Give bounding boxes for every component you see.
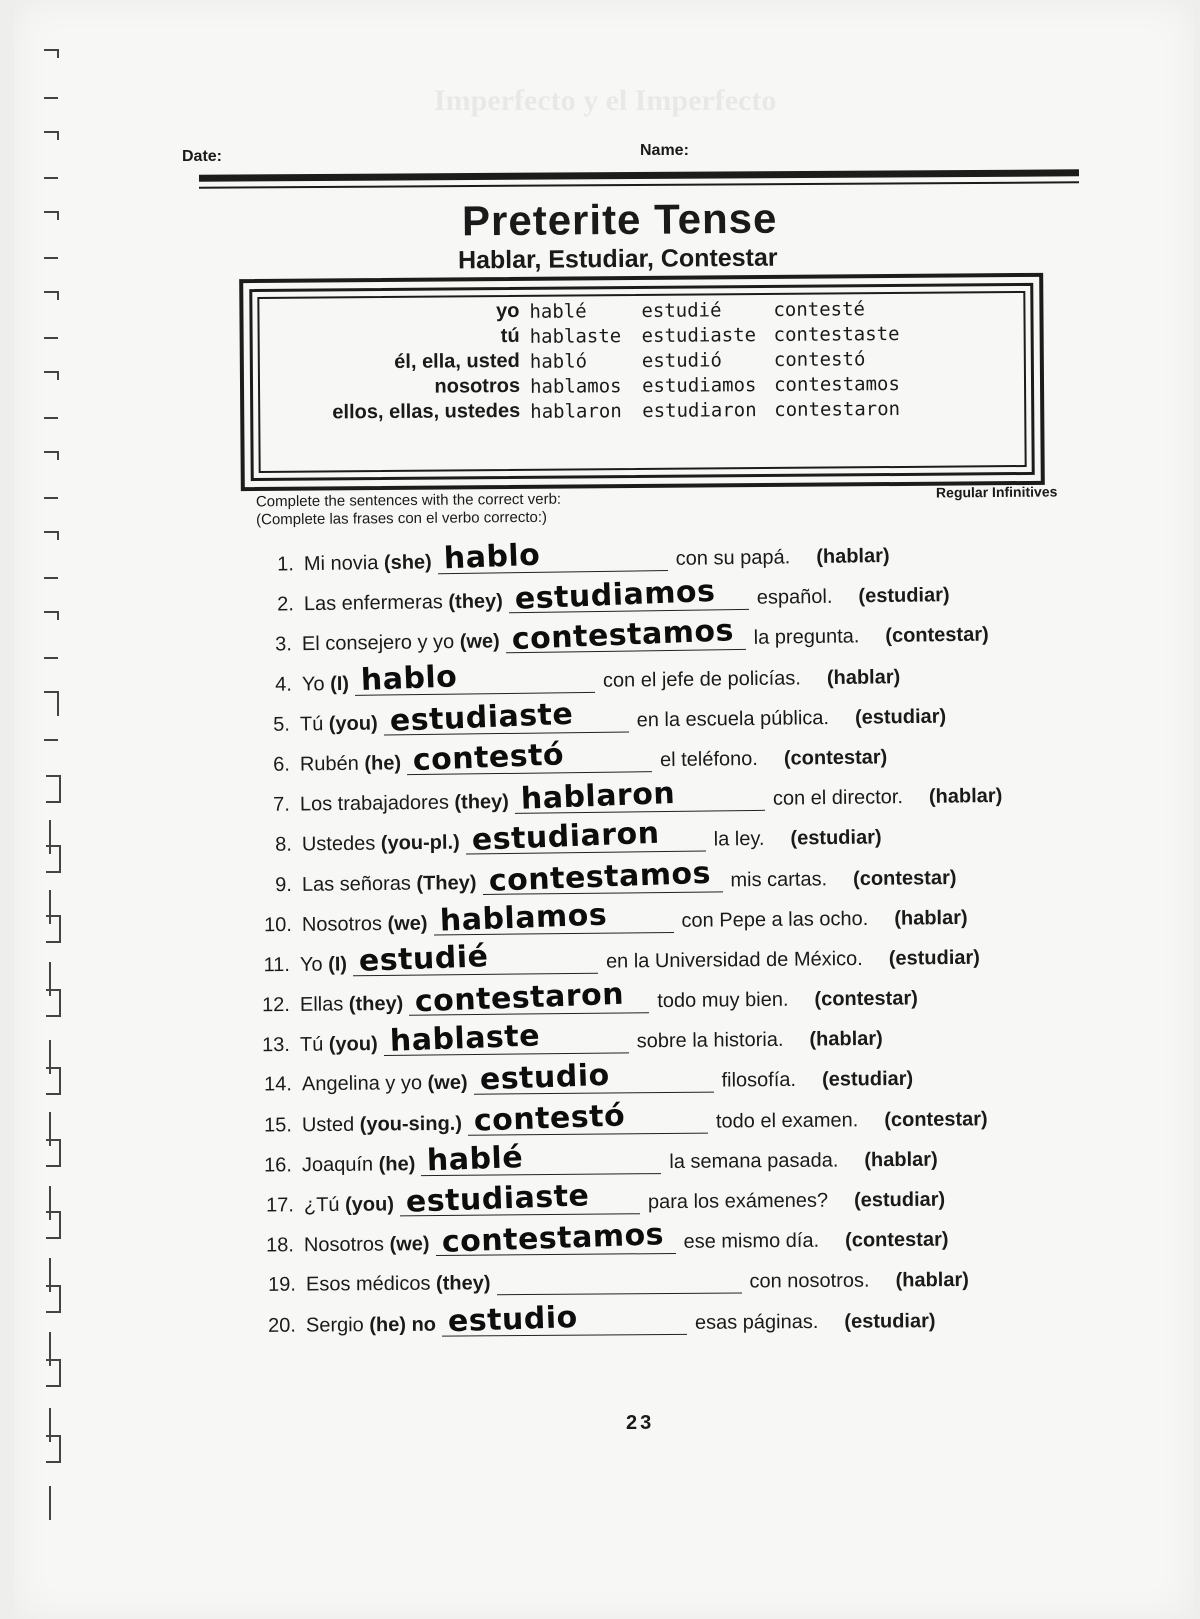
sentence-end: en la Universidad de México. bbox=[605, 947, 863, 973]
answer-blank[interactable] bbox=[353, 939, 598, 979]
infinitive-hint: (estudiar) bbox=[888, 946, 981, 970]
sentence-end: con su papá. bbox=[675, 546, 791, 570]
item-number: 16. bbox=[264, 1154, 293, 1177]
conjugation-row bbox=[284, 396, 934, 426]
subject-hint: (they) bbox=[448, 590, 504, 614]
infinitive-hint: (contestar) bbox=[783, 746, 888, 770]
sentence-end: la semana pasada. bbox=[669, 1149, 839, 1173]
handwritten-answer: contestó bbox=[412, 737, 565, 779]
sentence-end: ese mismo día. bbox=[683, 1229, 820, 1254]
answer-blank[interactable] bbox=[468, 1098, 708, 1139]
estudiar-form: estudiaste bbox=[641, 323, 757, 347]
item-number: 4. bbox=[275, 673, 293, 696]
item-number: 12. bbox=[261, 994, 291, 1017]
item-number: 3. bbox=[275, 633, 293, 656]
subject-hint: (you-pl.) bbox=[380, 831, 460, 855]
sentence-start: Nosotros bbox=[303, 1233, 385, 1257]
item-number: 7. bbox=[273, 793, 291, 816]
subject-hint: (you) bbox=[344, 1193, 395, 1216]
answer-blank[interactable] bbox=[466, 815, 706, 859]
header-rule-thin bbox=[199, 181, 1079, 188]
subject-hint: (we) bbox=[389, 1233, 430, 1256]
infinitive-hint: (estudiar) bbox=[844, 1309, 936, 1333]
contestar-form: contesté bbox=[773, 297, 866, 321]
estudiar-form: estudié bbox=[641, 298, 722, 322]
sentence-start: Las enfermeras bbox=[303, 591, 444, 616]
infinitive-hint: (contestar) bbox=[845, 1228, 949, 1252]
answer-blank[interactable] bbox=[421, 1139, 661, 1179]
infinitive-hint: (hablar) bbox=[809, 1027, 883, 1051]
name-label: Name: bbox=[640, 142, 689, 159]
answer-blank[interactable] bbox=[384, 696, 629, 739]
answer-blank[interactable] bbox=[482, 855, 722, 899]
handwritten-answer: estudié bbox=[358, 939, 490, 979]
sentence-start: Yo bbox=[301, 672, 325, 696]
handwritten-answer: contestamos bbox=[511, 613, 735, 658]
item-number: 15. bbox=[264, 1113, 293, 1137]
item-number: 14. bbox=[264, 1073, 293, 1096]
answer-blank[interactable] bbox=[433, 897, 673, 939]
sentence-end: el teléfono. bbox=[659, 747, 759, 772]
hablar-form: hablaste bbox=[529, 324, 622, 348]
sentence-end: filosofía. bbox=[721, 1069, 797, 1092]
handwritten-answer: contestamos bbox=[440, 1217, 665, 1261]
infinitive-hint: (hablar) bbox=[864, 1148, 938, 1172]
infinitive-hint: (estudiar) bbox=[858, 584, 950, 608]
sentence-start: Esos médicos bbox=[305, 1273, 431, 1296]
sentence-end: la ley. bbox=[713, 828, 765, 851]
handwritten-answer: contestaron bbox=[414, 976, 625, 1020]
answer-blank[interactable] bbox=[435, 1217, 675, 1261]
handwritten-answer: hablé bbox=[426, 1139, 525, 1179]
answer-blank[interactable] bbox=[473, 1058, 713, 1098]
exercise-list bbox=[246, 537, 1076, 1352]
estudiar-form: estudiaron bbox=[642, 398, 757, 422]
infinitive-hint: (estudiar) bbox=[821, 1068, 914, 1092]
infinitive-hint: (hablar) bbox=[928, 785, 1003, 808]
handwritten-answer: hablamos bbox=[438, 897, 608, 939]
sentence-start: Mi novia bbox=[303, 552, 379, 576]
item-number: 11. bbox=[263, 953, 291, 977]
answer-blank[interactable] bbox=[384, 1018, 629, 1060]
sentence-end: español. bbox=[756, 585, 833, 609]
infinitive-hint: (estudiar) bbox=[854, 705, 947, 729]
sentence-start: Joaquín bbox=[301, 1153, 374, 1177]
subject-hint: (she) bbox=[383, 551, 432, 575]
handwritten-answer: contestamos bbox=[487, 855, 712, 899]
sentence-end: con el director. bbox=[772, 786, 904, 810]
handwritten-answer: estudiaste bbox=[389, 696, 574, 739]
worksheet-page bbox=[14, 0, 1194, 1619]
pronoun: yo bbox=[496, 299, 520, 323]
sentence-start: Las señoras bbox=[301, 872, 412, 896]
subject-hint: (they) bbox=[435, 1272, 491, 1296]
subject-hint: (he) no bbox=[369, 1313, 437, 1336]
sentence-start: ¿Tú bbox=[303, 1193, 340, 1217]
subject-hint: (you) bbox=[328, 712, 378, 735]
answer-blank[interactable] bbox=[409, 976, 649, 1020]
sentence-end: con nosotros. bbox=[749, 1270, 870, 1293]
sentence-start: Los trabajadores bbox=[299, 791, 450, 816]
conjugation-table bbox=[283, 296, 934, 426]
infinitive-hint: (estudiar) bbox=[790, 826, 882, 850]
item-number: 1. bbox=[277, 553, 295, 576]
sentence-start: Tú bbox=[299, 712, 324, 736]
subject-hint: (he) bbox=[364, 752, 402, 775]
sentence-start: Angelina y yo bbox=[301, 1072, 423, 1096]
subject-hint: (they) bbox=[454, 791, 510, 814]
infinitive-hint: (contestar) bbox=[884, 1107, 988, 1131]
infinitive-hint: (contestar) bbox=[814, 987, 918, 1011]
spiral-binding bbox=[14, 0, 94, 1619]
item-number: 13. bbox=[261, 1034, 291, 1057]
infinitive-hint: (contestar) bbox=[852, 866, 957, 890]
infinitive-hint: (hablar) bbox=[894, 906, 968, 930]
handwritten-answer: estudio bbox=[447, 1299, 579, 1339]
sentence-end: en la escuela pública. bbox=[636, 706, 830, 732]
answer-blank[interactable] bbox=[509, 573, 749, 617]
item-number: 6. bbox=[273, 753, 291, 776]
subject-hint: (we) bbox=[387, 912, 428, 935]
handwritten-answer: hablaron bbox=[520, 776, 676, 817]
contestar-form: contestaste bbox=[773, 322, 900, 346]
sentence-end: todo muy bien. bbox=[657, 988, 789, 1013]
sentence-start: Nosotros bbox=[301, 912, 383, 936]
exercise-item bbox=[256, 1217, 1086, 1275]
item-number: 17. bbox=[266, 1194, 295, 1217]
date-label: Date: bbox=[182, 148, 223, 165]
exercise-item bbox=[258, 1268, 1088, 1314]
item-number: 20. bbox=[268, 1314, 297, 1337]
item-number: 9. bbox=[275, 873, 293, 896]
sentence-end: con el jefe de policías. bbox=[602, 666, 802, 692]
item-number: 10. bbox=[263, 913, 293, 936]
sentence-start: Rubén bbox=[299, 752, 359, 776]
answer-blank[interactable] bbox=[496, 1271, 741, 1296]
hablar-form: hablamos bbox=[529, 374, 622, 398]
pronoun: nosotros bbox=[434, 374, 521, 398]
sentence-start: Tú bbox=[299, 1033, 324, 1057]
sentence-start: El consejero y yo bbox=[301, 631, 455, 656]
subject-hint: (I) bbox=[329, 672, 350, 695]
page-subtitle: Hablar, Estudiar, Contestar bbox=[457, 243, 778, 275]
hablar-form: hablaron bbox=[530, 399, 622, 423]
pronoun: tú bbox=[500, 324, 520, 348]
item-number: 18. bbox=[266, 1234, 295, 1257]
item-number: 8. bbox=[275, 833, 293, 857]
handwritten-answer: hablaste bbox=[389, 1018, 541, 1060]
answer-blank[interactable] bbox=[400, 1178, 640, 1220]
sentence-start: Sergio bbox=[305, 1313, 364, 1337]
answer-blank[interactable] bbox=[506, 613, 746, 658]
subject-hint: (we) bbox=[459, 630, 500, 654]
handwritten-answer: estudiaron bbox=[471, 815, 660, 859]
sentence-end: para los exámenes? bbox=[647, 1189, 829, 1214]
sentence-end: sobre la historia. bbox=[636, 1029, 784, 1053]
sentence-end: todo el examen. bbox=[715, 1108, 859, 1133]
bleed-through-heading: Imperfecto y el Imperfecto bbox=[434, 84, 777, 117]
pronoun: ellos, ellas, ustedes bbox=[332, 399, 521, 424]
answer-blank[interactable] bbox=[407, 737, 652, 779]
subject-hint: (They) bbox=[416, 871, 477, 895]
answer-blank[interactable] bbox=[355, 658, 595, 698]
answer-blank[interactable] bbox=[515, 776, 765, 817]
subject-hint: (you-sing.) bbox=[359, 1112, 463, 1136]
header-rule bbox=[199, 169, 1079, 181]
hablar-form: habló bbox=[529, 349, 588, 373]
item-number: 2. bbox=[277, 593, 295, 616]
contestar-form: contestaron bbox=[774, 397, 901, 421]
subject-hint: (they) bbox=[348, 992, 404, 1016]
sentence-end: esas páginas. bbox=[694, 1310, 819, 1334]
infinitive-hint: (estudiar) bbox=[853, 1188, 946, 1212]
subject-hint: (you) bbox=[328, 1033, 378, 1056]
instructions-spanish: (Complete las frases con el verbo correcto:) bbox=[256, 508, 548, 529]
subject-hint: (I) bbox=[328, 953, 348, 976]
instructions-english: Complete the sentences with the correct verb: bbox=[255, 490, 562, 511]
infinitive-hint: (contestar) bbox=[885, 623, 989, 648]
estudiar-form: estudió bbox=[641, 348, 722, 372]
item-number: 19. bbox=[268, 1274, 297, 1297]
handwritten-answer: estudiamos bbox=[514, 573, 717, 617]
exercise-item bbox=[254, 1058, 1084, 1114]
handwritten-answer: hablo bbox=[443, 537, 541, 577]
subject-hint: (we) bbox=[427, 1072, 468, 1095]
sentence-start: Ellas bbox=[299, 993, 344, 1016]
instructions bbox=[256, 491, 561, 530]
answer-blank[interactable] bbox=[438, 537, 668, 577]
hablar-form: hablé bbox=[529, 299, 587, 323]
sentence-end: la pregunta. bbox=[753, 625, 860, 650]
conjugation-box bbox=[239, 273, 1045, 491]
subject-hint: (he) bbox=[378, 1153, 416, 1176]
item-number: 5. bbox=[273, 713, 291, 736]
estudiar-form: estudiamos bbox=[641, 373, 757, 397]
sentence-end: con Pepe a las ocho. bbox=[681, 907, 869, 932]
infinitive-hint: (hablar) bbox=[895, 1269, 969, 1292]
handwritten-answer: hablo bbox=[360, 658, 459, 698]
regular-infinitives-label: Regular Infinitives bbox=[935, 483, 1058, 501]
sentence-start: Usted bbox=[301, 1113, 355, 1136]
handwritten-answer: estudiaste bbox=[405, 1178, 590, 1220]
answer-blank[interactable] bbox=[442, 1299, 687, 1339]
sentence-start: Yo bbox=[299, 953, 323, 976]
exercise-item bbox=[254, 1098, 1084, 1154]
page-title: Preterite Tense bbox=[461, 194, 778, 245]
page-number: 23 bbox=[626, 1412, 655, 1434]
infinitive-hint: (hablar) bbox=[816, 544, 890, 568]
sentence-start: Ustedes bbox=[301, 832, 376, 856]
handwritten-answer: estudio bbox=[478, 1058, 610, 1098]
contestar-form: contestó bbox=[773, 347, 866, 371]
pronoun: él, ella, usted bbox=[394, 349, 520, 373]
contestar-form: contestamos bbox=[773, 372, 900, 396]
sentence-end: mis cartas. bbox=[730, 867, 828, 891]
infinitive-hint: (hablar) bbox=[826, 665, 901, 689]
exercise-item bbox=[258, 1299, 1088, 1355]
handwritten-answer: contestó bbox=[473, 1098, 626, 1139]
